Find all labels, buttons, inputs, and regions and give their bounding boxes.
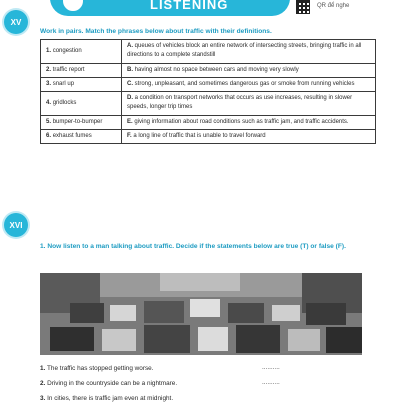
answer-blank[interactable]: .......... — [262, 364, 280, 371]
definition-letter: C. — [127, 80, 133, 87]
table-row — [41, 115, 376, 129]
table-row — [41, 130, 376, 144]
statement-text: In cities, there is traffic jam even at midnight. — [47, 395, 174, 402]
traffic-jam-photo — [40, 273, 362, 355]
definition-letter: F. — [127, 133, 132, 140]
phrase-number: 1. — [46, 47, 52, 54]
definition-letter: D. — [127, 95, 133, 102]
phrase-cell — [41, 40, 122, 64]
definition-cell — [122, 77, 376, 91]
phrase-text: bumper-to-bumper — [52, 118, 103, 125]
phrase-number: 5. — [46, 118, 52, 125]
exercise-xv-instruction: Work in pairs. Match the phrases below about traffic with their definitions. — [40, 28, 272, 35]
statement-text: The traffic has stopped getting worse. — [47, 365, 154, 372]
exercise-badge-xv: XV — [4, 10, 28, 34]
table-row — [41, 77, 376, 91]
statement-number: 1. — [40, 365, 46, 372]
phrase-text: snarl up — [52, 80, 75, 87]
definition-cell — [122, 63, 376, 77]
phrase-number: 3. — [46, 80, 52, 87]
phrase-number: 2. — [46, 66, 52, 73]
phrase-cell — [41, 92, 122, 116]
table-row — [41, 40, 376, 64]
statement-number: 3. — [40, 395, 46, 402]
section-title: LISTENING — [150, 0, 229, 12]
exercise-xvi-instruction: 1. Now listen to a man talking about traffic. Decide if the statements below are true (T) or false (F). — [40, 243, 346, 250]
phrase-number: 6. — [46, 133, 52, 140]
phrase-number: 4. — [46, 99, 52, 106]
phrase-cell — [41, 63, 122, 77]
definition-text: a long line of traffic that is unable to travel forward — [133, 133, 266, 140]
phrase-text: congestion — [52, 47, 82, 54]
definition-letter: A. — [127, 43, 133, 49]
table-row — [41, 92, 376, 116]
definition-text: giving information about road conditions such as traffic jam, and traffic accidents. — [134, 118, 349, 125]
phrase-text: exhaust fumes — [52, 133, 92, 140]
definition-cell — [122, 92, 376, 116]
statement-number: 2. — [40, 380, 46, 387]
phrase-text: gridlocks — [52, 99, 77, 106]
phrase-cell — [41, 115, 122, 129]
answer-blank[interactable]: .......... — [262, 379, 280, 386]
qr-label: QR để nghe — [317, 3, 350, 9]
phrase-text: traffic report — [52, 66, 85, 73]
definition-cell — [122, 40, 376, 64]
definition-letter: E. — [127, 118, 133, 125]
definition-text: having almost no space between cars and moving very slowly — [134, 66, 299, 73]
definition-text: strong, unpleasant, and sometimes dangerous gas or smoke from running vehicles — [134, 80, 355, 87]
matching-table — [40, 39, 376, 144]
statement-item — [40, 365, 153, 372]
definition-text: a condition on transport networks that occurs as use increases, resulting in slower speeds, longer trip times — [127, 95, 353, 111]
statement-text: Driving in the countryside can be a nightmare. — [47, 380, 178, 387]
phrase-cell — [41, 130, 122, 144]
exercise-badge-xvi: XVI — [4, 213, 28, 237]
qr-code-icon[interactable] — [296, 0, 310, 14]
definition-cell — [122, 130, 376, 144]
definition-cell — [122, 115, 376, 129]
statement-item — [40, 395, 173, 402]
definition-letter: B. — [127, 66, 133, 73]
statement-item — [40, 380, 177, 387]
table-row — [41, 63, 376, 77]
phrase-cell — [41, 77, 122, 91]
definition-text: queues of vehicles block an entire network of intersecting streets, bringing traffic in all directions to a complete standstill — [127, 43, 362, 59]
